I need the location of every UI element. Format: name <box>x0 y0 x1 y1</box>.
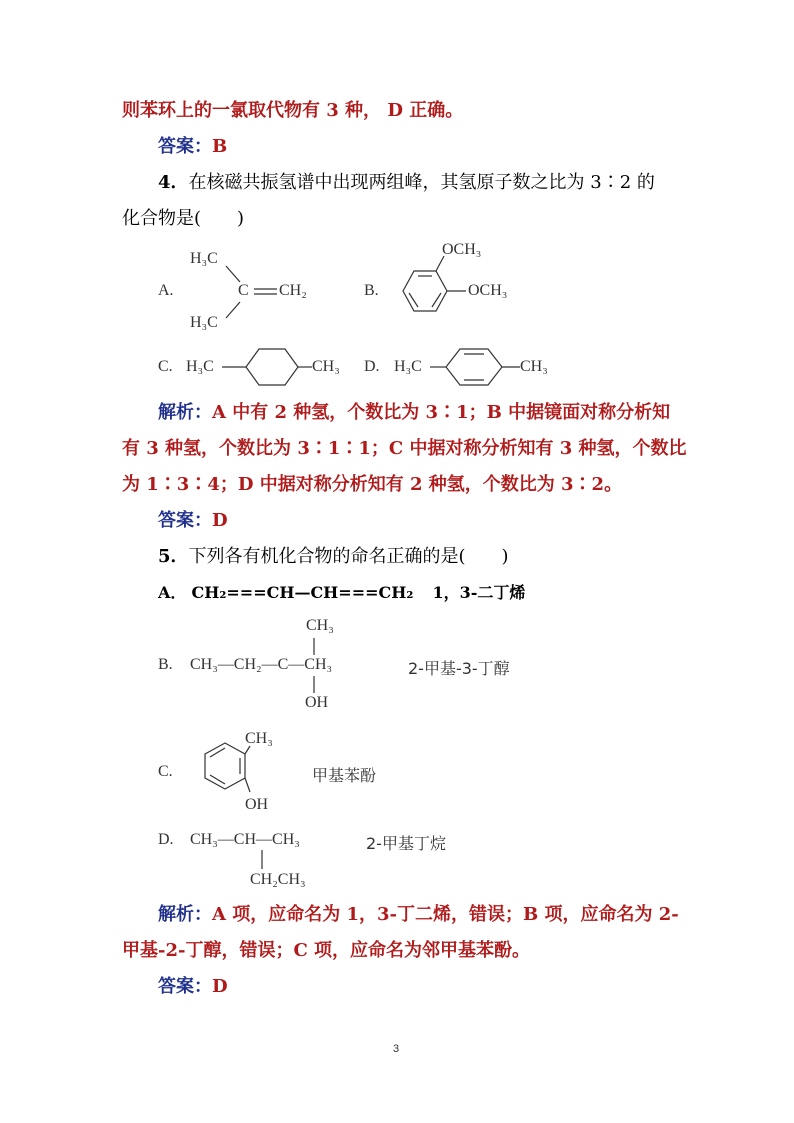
q5-option-b-name: 2-甲基-3-丁醇 <box>408 659 510 678</box>
q5-option-b-oh: OH <box>305 694 329 711</box>
question-number: 4． <box>158 172 189 193</box>
option-a-formula: CH₂===CH—CH===CH₂ <box>191 583 414 602</box>
q5-option-c-letter: C. <box>158 763 173 780</box>
ring-q5c-inner-3 <box>210 775 225 784</box>
q5-option-d-ch2ch3: CH₂CH₃ <box>250 871 306 888</box>
question-5 <box>158 546 509 568</box>
q5-option-d-name: 2-甲基丁烷 <box>366 834 446 853</box>
q5-option-b-letter: B. <box>158 656 173 673</box>
option-c-letter: C. <box>158 358 173 375</box>
answer-q5 <box>158 976 228 998</box>
explanation-q5-line2: 甲基-2-丁醇，错误；C 项，应命名为邻甲基苯酚。 <box>122 940 531 961</box>
option-a-name: 1，3-二丁烯 <box>432 583 526 602</box>
explanation-text: A 项，应命名为 1，3-丁二烯，错误；B 项，应命名为 2- <box>212 904 679 925</box>
answer-label: 答案： <box>158 136 212 157</box>
ring-c <box>246 349 298 385</box>
q5-option-b-ch3-top: CH₃ <box>306 617 334 634</box>
question-4 <box>158 172 655 194</box>
option-a-c: C <box>238 282 249 299</box>
question-text: 下列各有机化合物的命名正确的是( ) <box>188 546 509 567</box>
ring-d <box>446 349 502 385</box>
q5-option-c-ch3: CH₃ <box>245 730 273 747</box>
ring-q5c-inner-1 <box>210 748 225 757</box>
q5-option-c-name: 甲基苯酚 <box>312 766 377 785</box>
explanation-q4-line2: 有 3 种氢，个数比为 3∶1∶1；C 中据对称分析知有 3 种氢，个数比 <box>122 438 687 459</box>
answer-label: 答案： <box>158 976 212 997</box>
answer-value: B <box>212 136 228 157</box>
option-d-ch3: CH₃ <box>520 358 548 375</box>
ring-b-inner-3 <box>409 293 418 307</box>
ring-b <box>403 271 447 311</box>
explanation-label: 解析： <box>158 402 212 423</box>
q5-option-d-chain: CH₃—CH—CH₃ <box>190 831 300 848</box>
option-c-h3c: H₃C <box>186 358 214 375</box>
answer-value: D <box>212 510 228 531</box>
bond-q5c-oh <box>245 778 250 792</box>
answer-q4 <box>158 510 228 532</box>
q5-option-c-oh: OH <box>245 796 269 813</box>
option-a-h3c-top: H₃C <box>190 250 218 267</box>
page-number: 3 <box>393 1043 400 1055</box>
question-number: 5． <box>158 546 189 567</box>
explanation-q5-line1 <box>158 904 679 926</box>
bond-a-bottom <box>226 302 240 318</box>
explanation-q4-line3: 为 1∶3∶4；D 中据对称分析知有 2 种氢，个数比为 3∶2。 <box>122 474 623 495</box>
option-b-och3-side: OCH₃ <box>468 282 508 299</box>
q5-option-b-chain: CH₃—CH₂—C—CH₃ <box>190 656 333 673</box>
option-a-letter: A. <box>158 282 174 299</box>
answer-value: D <box>212 976 228 997</box>
ring-b-inner-2 <box>432 293 441 307</box>
answer-label: 答案： <box>158 510 212 531</box>
question-text: 在核磁共振氢谱中出现两组峰，其氢原子数之比为 3∶2 的 <box>188 172 655 193</box>
option-d-h3c: H₃C <box>394 358 422 375</box>
option-b-och3-top: OCH₃ <box>442 241 482 258</box>
q5-option-d-letter: D. <box>158 831 174 848</box>
option-a-h3c-bottom: H₃C <box>190 314 218 331</box>
explanation-q4-line1 <box>158 402 670 424</box>
question-4-text-cont: 化合物是( ) <box>122 208 245 229</box>
explanation-continuation: 则苯环上的一氯取代物有 3 种， D 正确。 <box>122 100 464 121</box>
option-b-letter: B. <box>364 282 379 299</box>
bond-a-top <box>226 266 240 282</box>
explanation-text: A 中有 2 种氢，个数比为 3∶1；B 中据镜面对称分析知 <box>212 402 671 423</box>
option-c-ch3: CH₃ <box>312 358 340 375</box>
answer-q3 <box>158 136 227 158</box>
option-letter: A． <box>158 583 187 602</box>
ring-q5c <box>205 743 245 789</box>
q5-option-a <box>158 582 525 604</box>
option-a-ch2: CH₂ <box>279 282 307 299</box>
explanation-label: 解析： <box>158 904 212 925</box>
option-d-letter: D. <box>364 358 380 375</box>
